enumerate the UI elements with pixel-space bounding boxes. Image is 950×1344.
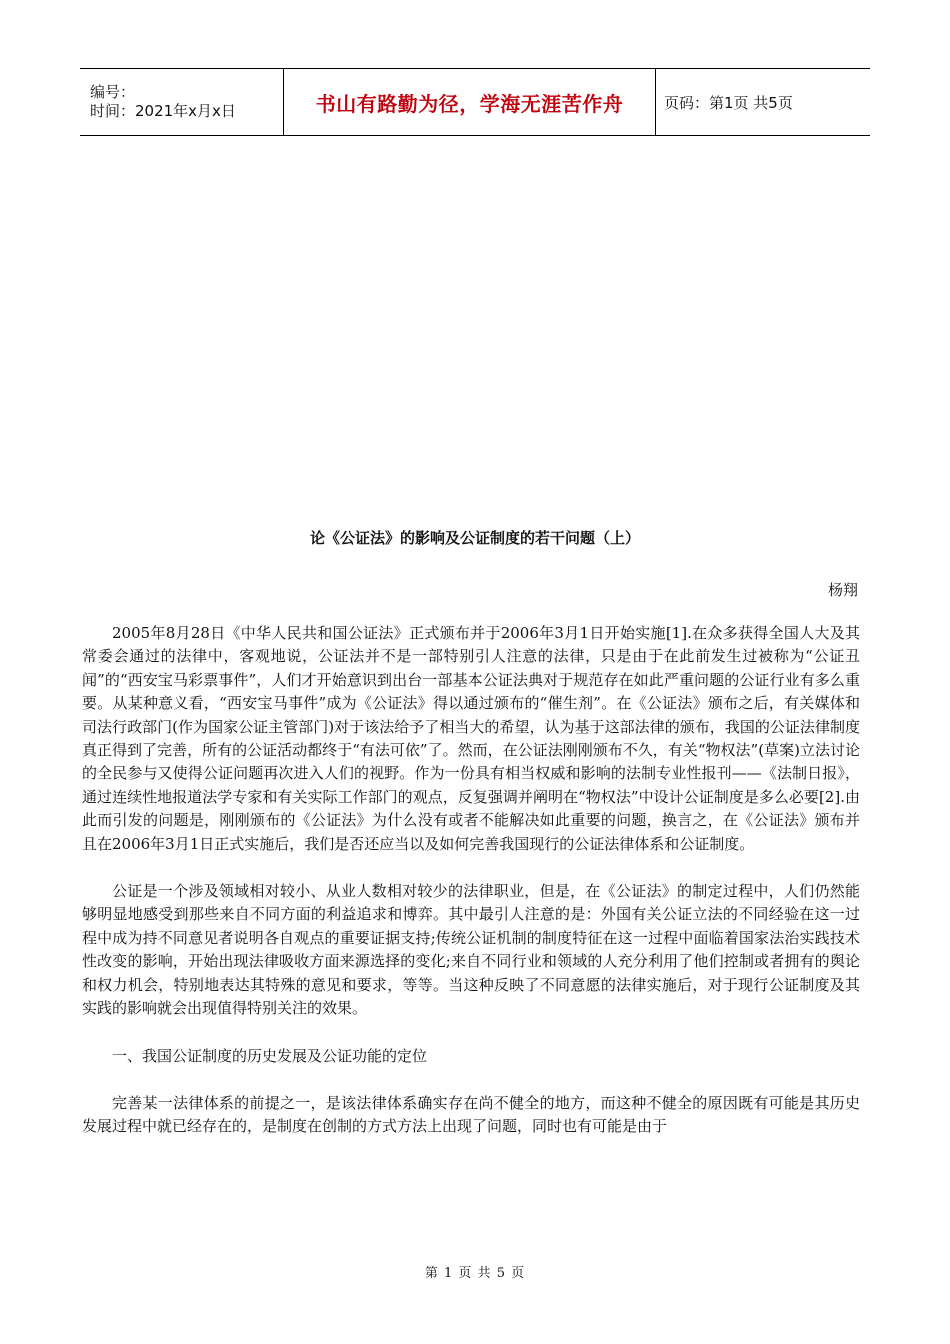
body-paragraph: 完善某一法律体系的前提之一，是该法律体系确实存在尚不健全的地方，而这种不健全的原因既有可能是其历史发展过程中就已经存在的，是制度在创制的方式方法上出现了问题，同时也有可能是由于 [82,1093,860,1136]
document-number-label: 编号： [90,83,136,101]
article-title: 论《公证法》的影响及公证制度的若干问题（上） [309,529,640,547]
body-paragraph: 2005年8月28日《中华人民共和国公证法》正式颁布并于2006年3月1日开始实施[1].在众多获得全国人大及其常委会通过的法律中，客观地说，公证法并不是一部特别引人注意的法律，只是由于在此前发生过被称为“公证丑闻”的“西安宝马彩票事件”，人们才开始意识到出台一部基本公证法典对于规范存在如此严重问题的公证行业有多么重要。从某种意义看，“西安宝马事件”成为《公证法》得以通过颁布的“催生剂”。在《公证法》颁布之后，有关媒体和司法行政部门(作为国家公证主管部门)对于该法给予了相当大的希望，认为基于这部法律的颁布，我国的公证法律制度真正得到了完善，所有的公证活动都终于“有法可依”了。然而，在公证法刚刚颁布不久，有关“物权法”(草案)立法讨论的全民参与又使得公证问题再次进入人们的视野。作为一份具有相当权威和影响的法制专业性报刊——《法制日报》，通过连续性地报道法学专家和有关实际工作部门的观点，反复强调并阐明在“物权法”中设计公证制度是多么必要[2].由此而引发的问题是，刚刚颁布的《公证法》为什么没有或者不能解决如此重要的问题，换言之，在《公证法》颁布并且在2006年3月1日正式实施后，我们是否还应当以及如何完善我国现行的公证法律体系和公证制度。 [82,624,860,853]
document-header-table [80,68,870,136]
header-page-number: 页码：第1页 共5页 [664,93,793,112]
section-heading: 一、我国公证制度的历史发展及公证功能的定位 [112,1046,428,1065]
header-meta-cell [80,69,283,135]
article-body [82,622,860,1163]
body-paragraph: 公证是一个涉及领域相对较小、从业人数相对较少的法律职业，但是，在《公证法》的制定过程中，人们仍然能够明显地感受到那些来自不同方面的利益追求和博弈。其中最引人注意的是：外国有关公证立法的不同经验在这一过程中成为持不同意见者说明各自观点的重要证据支持;传统公证机制的制度特征在这一过程中面临着国家法治实践技术性改变的影响，开始出现法律吸收方面来源选择的变化;来自不同行业和领域的人充分利用了他们控制或者拥有的舆论和权力机会，特别地表达其特殊的意见和要求，等等。当这种反映了不同意愿的法律实施后，对于现行公证制度及其实践的影响就会出现值得特别关注的效果。 [82,882,860,1018]
page-footer: 第 1 页 共 5 页 [424,1266,526,1281]
document-date-label: 时间：2021年x月x日 [90,102,236,120]
header-page-cell [656,69,870,135]
header-motto-cell [283,69,656,135]
header-motto: 书山有路勤为径，学海无涯苦作舟 [315,91,624,116]
article-author: 杨翔 [827,581,858,599]
